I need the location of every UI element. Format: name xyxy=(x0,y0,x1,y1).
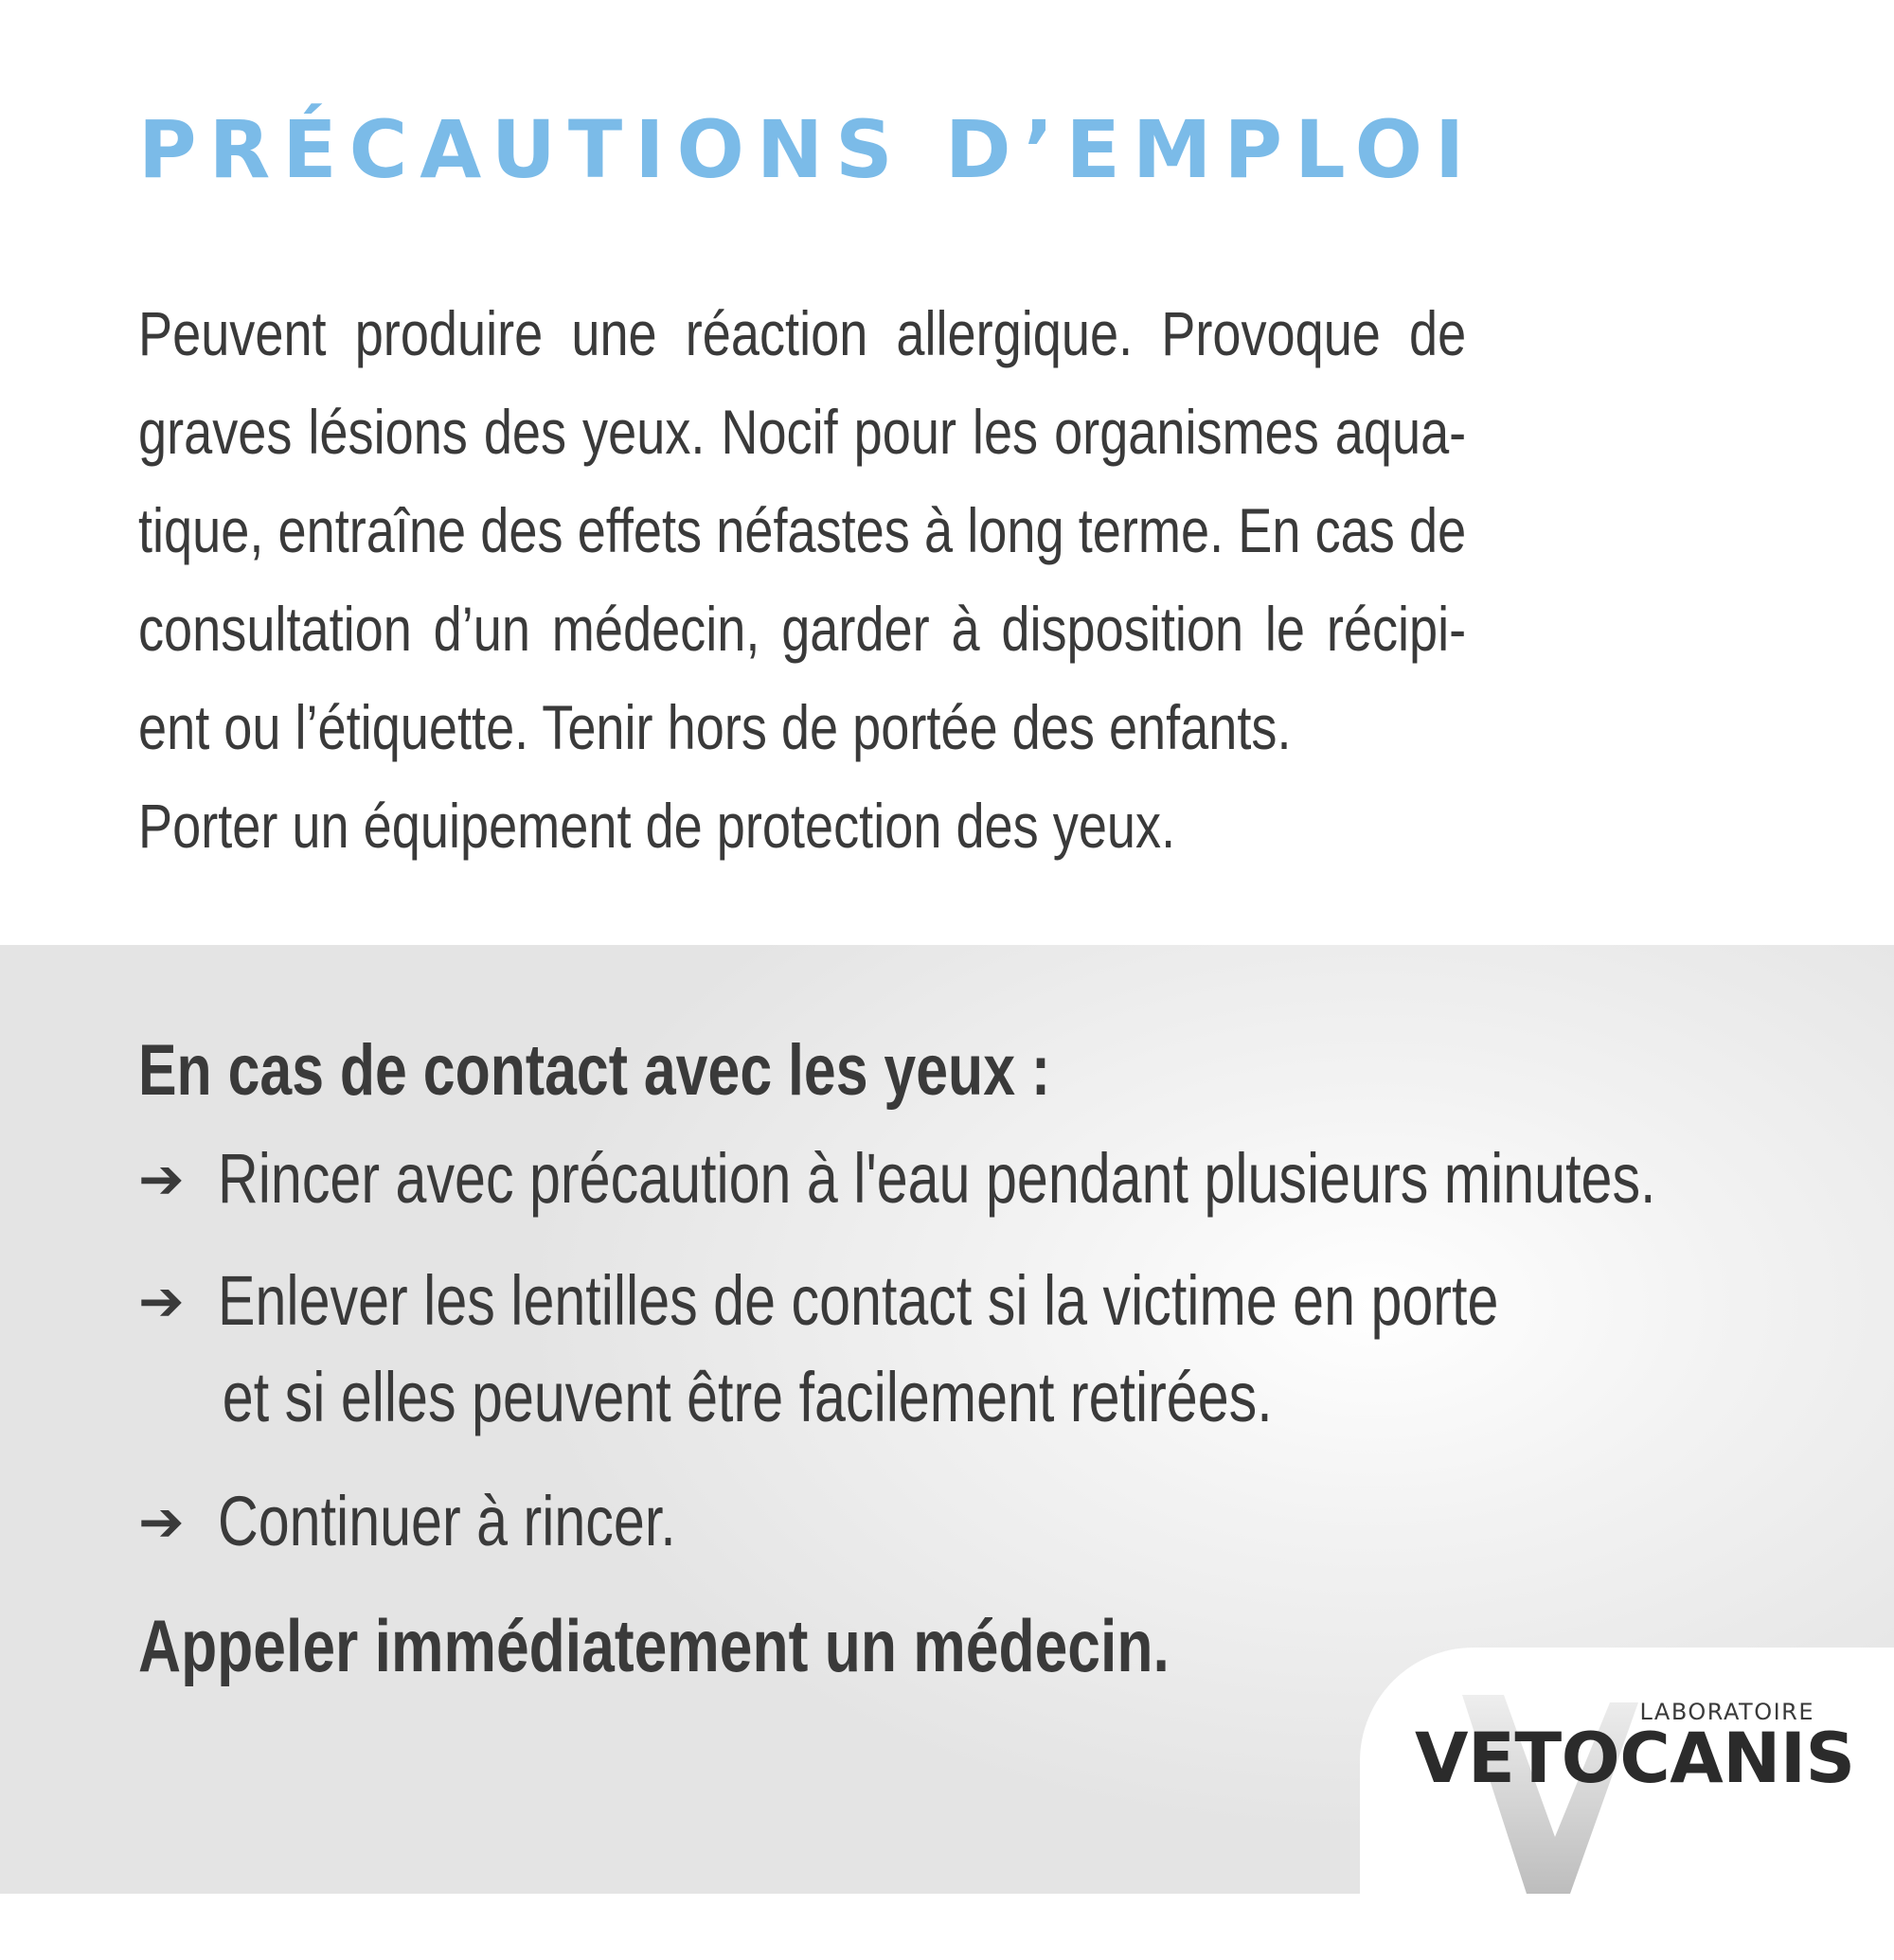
eye-contact-heading: En cas de contact avec les yeux : xyxy=(138,1030,1051,1111)
arrow-right-icon: ➔ xyxy=(138,1489,185,1554)
logo-subtitle: LABORATOIRE xyxy=(1639,1699,1814,1725)
instruction-text xyxy=(218,1473,676,1570)
logo-wordmark: VETOCANIS xyxy=(1415,1719,1855,1799)
call-doctor-text: Appeler immédiatement un médecin. xyxy=(138,1604,1170,1687)
intro-line: graves lésions des yeux. Nocif pour les organismes aqua- xyxy=(138,397,1467,467)
arrow-right-icon: ➔ xyxy=(138,1147,185,1211)
instruction-line: Enlever les lentilles de contact si la victime en porte xyxy=(218,1261,1499,1340)
precautions-section xyxy=(0,0,1894,945)
instruction-text xyxy=(218,1253,1498,1446)
intro-line: ent ou l’étiquette. Tenir hors de portée des enfants. xyxy=(138,692,1292,762)
instruction-line: Rincer avec précaution à l'eau pendant plusieurs minutes. xyxy=(218,1139,1656,1218)
instruction-line: Continuer à rincer. xyxy=(218,1482,676,1560)
arrow-right-icon: ➔ xyxy=(138,1269,185,1333)
intro-line: tique, entraîne des effets néfastes à long terme. En cas de xyxy=(138,495,1467,565)
intro-line: consultation d’un médecin, garder à disposition le récipi- xyxy=(138,594,1467,664)
instruction-text xyxy=(218,1131,1656,1227)
intro-paragraph xyxy=(138,284,1466,875)
instruction-line: et si elles peuvent être facilement retirées. xyxy=(222,1358,1273,1436)
intro-line: Porter un équipement de protection des yeux. xyxy=(138,791,1176,861)
intro-line: Peuvent produire une réaction allergique. Provoque de xyxy=(138,298,1467,368)
page-title: PRÉCAUTIONS D’EMPLOI xyxy=(138,103,1477,196)
